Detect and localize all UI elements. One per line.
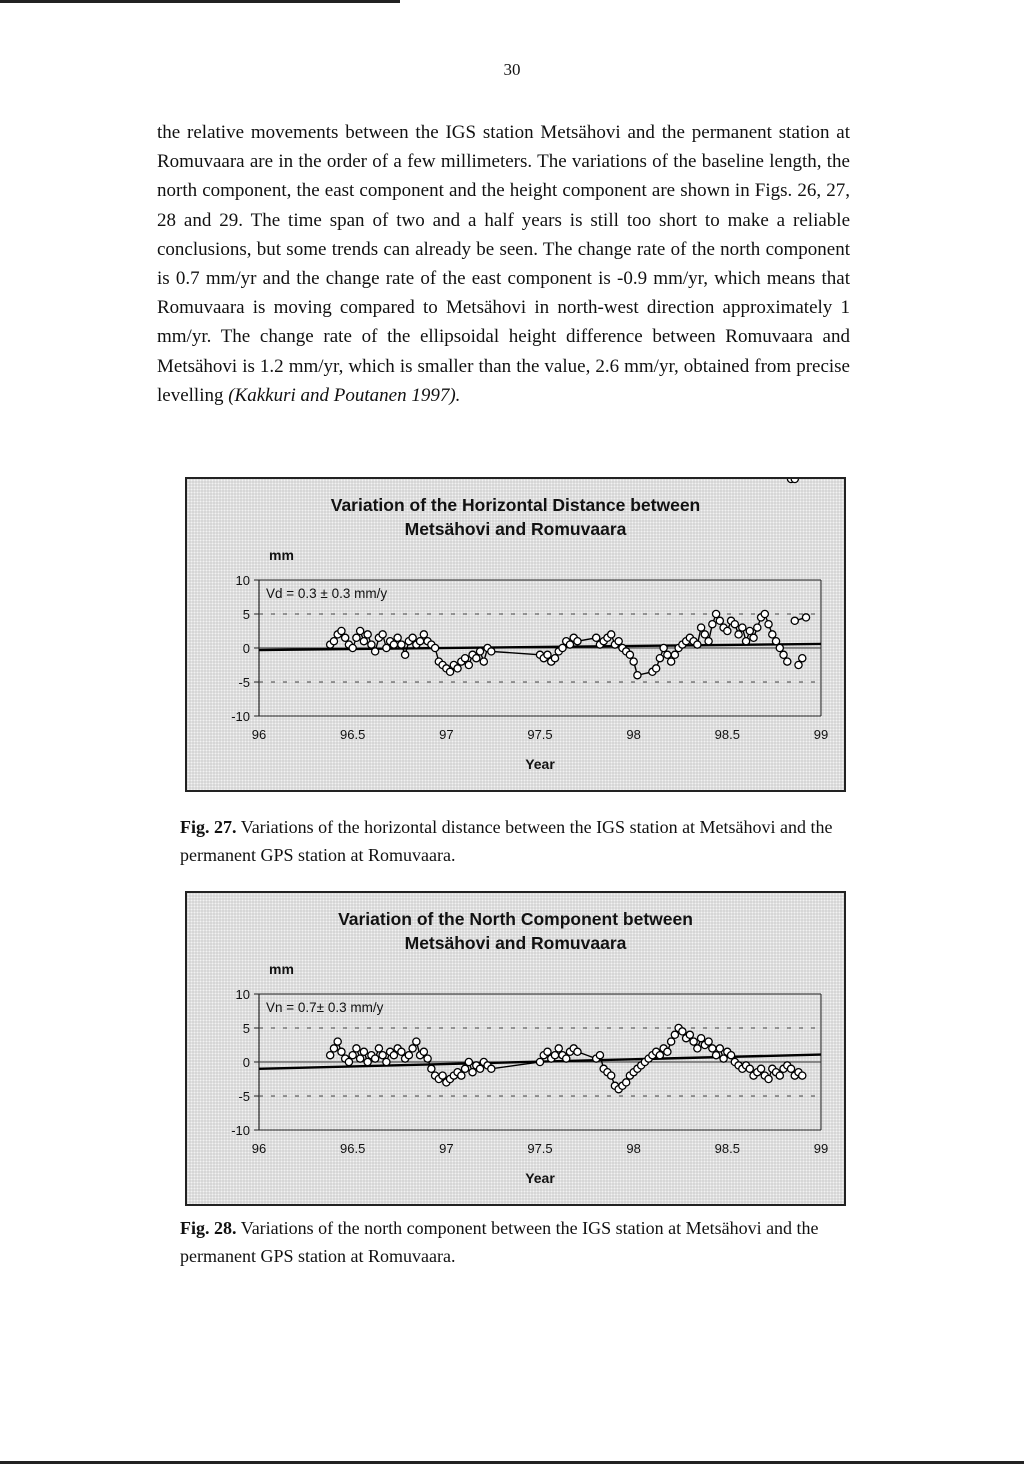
data-point — [338, 627, 345, 634]
data-point — [686, 1031, 693, 1038]
figure-label: Fig. 27. — [180, 817, 237, 837]
y-axis-label: mm — [269, 961, 294, 977]
data-point — [379, 631, 386, 638]
data-point — [349, 644, 356, 651]
data-point — [746, 1065, 753, 1072]
data-point — [372, 648, 379, 655]
data-point — [701, 631, 708, 638]
data-point — [334, 1038, 341, 1045]
data-point — [698, 1035, 705, 1042]
x-tick-label: 96 — [251, 1141, 267, 1156]
data-point — [694, 641, 701, 648]
y-tick-label: 5 — [242, 607, 250, 622]
data-point — [630, 658, 637, 665]
chart-title-line2: Metsähovi and Romuvaara — [404, 933, 627, 953]
data-point — [694, 1045, 701, 1052]
rate-annotation: Vn = 0.7± 0.3 mm/y — [266, 1000, 384, 1015]
data-point — [398, 641, 405, 648]
data-point — [761, 610, 768, 617]
data-point — [394, 634, 401, 641]
y-tick-label: 10 — [235, 573, 250, 588]
data-point — [551, 655, 558, 662]
y-tick-label: -5 — [238, 675, 250, 690]
data-point — [431, 644, 438, 651]
data-point — [480, 658, 487, 665]
figure-28-caption — [180, 1214, 850, 1270]
x-tick-label: 98 — [626, 727, 641, 742]
data-point — [409, 1045, 416, 1052]
data-point — [379, 1052, 386, 1059]
x-tick-label: 97 — [439, 1141, 454, 1156]
data-point — [446, 668, 453, 675]
data-point — [731, 621, 738, 628]
data-point — [368, 641, 375, 648]
data-point — [724, 627, 731, 634]
data-point — [390, 1052, 397, 1059]
data-point — [439, 1072, 446, 1079]
chart-plot — [187, 893, 848, 1208]
data-point — [668, 1038, 675, 1045]
data-point — [784, 658, 791, 665]
data-point — [765, 621, 772, 628]
data-point — [476, 1065, 483, 1072]
data-point — [461, 1065, 468, 1072]
data-point — [417, 638, 424, 645]
data-point — [360, 1048, 367, 1055]
data-point — [353, 634, 360, 641]
data-point — [656, 1052, 663, 1059]
y-tick-label: 5 — [242, 1021, 250, 1036]
data-point — [709, 1045, 716, 1052]
figure-caption-text: Variations of the horizontal distance between the IGS station at Metsähovi and the permanent GPS station at Romuvaara. — [180, 817, 833, 865]
data-point — [802, 614, 809, 621]
x-tick-label: 97 — [439, 727, 454, 742]
chart-title-line1: Variation of the Horizontal Distance between — [330, 495, 701, 515]
x-tick-label: 97.5 — [527, 727, 553, 742]
data-point — [720, 1055, 727, 1062]
data-point — [787, 1065, 794, 1072]
data-point — [364, 1058, 371, 1065]
data-point — [671, 1031, 678, 1038]
data-point — [705, 1038, 712, 1045]
trend-line — [259, 644, 821, 650]
data-point — [679, 1028, 686, 1035]
data-point — [656, 655, 663, 662]
data-point — [615, 638, 622, 645]
data-point — [690, 1038, 697, 1045]
data-point — [536, 1058, 543, 1065]
data-point — [791, 479, 798, 483]
data-point — [465, 661, 472, 668]
figure-28-chart — [185, 891, 846, 1206]
data-point — [409, 634, 416, 641]
data-point — [660, 644, 667, 651]
x-tick-label: 98 — [626, 1141, 641, 1156]
data-point — [488, 1065, 495, 1072]
data-point — [623, 1079, 630, 1086]
data-point — [544, 1048, 551, 1055]
y-tick-label: 10 — [235, 987, 250, 1002]
data-point — [563, 1055, 570, 1062]
data-point — [383, 1058, 390, 1065]
data-point — [476, 648, 483, 655]
x-tick-label: 98.5 — [714, 1141, 740, 1156]
data-point — [413, 1038, 420, 1045]
data-point — [551, 1052, 558, 1059]
chart-plot — [187, 479, 848, 794]
data-point — [488, 648, 495, 655]
data-point — [799, 1072, 806, 1079]
data-point — [364, 631, 371, 638]
data-point — [544, 651, 551, 658]
data-point — [428, 1065, 435, 1072]
data-point — [709, 621, 716, 628]
data-point — [795, 661, 802, 668]
data-point — [791, 617, 798, 624]
data-point — [608, 631, 615, 638]
data-point — [746, 627, 753, 634]
data-point — [559, 644, 566, 651]
y-tick-label: -10 — [231, 709, 250, 724]
data-point — [653, 665, 660, 672]
y-tick-label: 0 — [242, 641, 250, 656]
data-point — [372, 1055, 379, 1062]
page-number: 30 — [503, 60, 521, 79]
data-point — [405, 1052, 412, 1059]
data-point — [750, 634, 757, 641]
data-point — [345, 1058, 352, 1065]
data-point — [402, 651, 409, 658]
data-point — [634, 672, 641, 679]
data-point — [712, 1052, 719, 1059]
data-point — [765, 1075, 772, 1082]
citation: (Kakkuri and Poutanen 1997). — [228, 384, 461, 406]
y-tick-label: -5 — [238, 1089, 250, 1104]
data-point — [593, 634, 600, 641]
data-point — [776, 1072, 783, 1079]
y-tick-label: -10 — [231, 1123, 250, 1138]
figure-27-caption — [180, 813, 850, 869]
x-tick-label: 96 — [251, 727, 267, 742]
data-point — [454, 665, 461, 672]
data-point — [757, 1065, 764, 1072]
data-point — [338, 1048, 345, 1055]
data-point — [458, 1072, 465, 1079]
data-point — [390, 641, 397, 648]
data-point — [327, 1052, 334, 1059]
chart-title-line2: Metsähovi and Romuvaara — [404, 519, 627, 539]
body-paragraph — [157, 118, 850, 410]
data-point — [596, 1052, 603, 1059]
data-point — [769, 631, 776, 638]
data-point — [608, 1072, 615, 1079]
data-point — [353, 1045, 360, 1052]
data-point — [626, 651, 633, 658]
data-point — [664, 651, 671, 658]
data-point — [469, 1069, 476, 1076]
data-point — [555, 1045, 562, 1052]
data-point — [342, 634, 349, 641]
x-tick-label: 96.5 — [340, 727, 366, 742]
data-point — [668, 658, 675, 665]
data-point — [420, 631, 427, 638]
data-point — [698, 624, 705, 631]
data-point — [780, 651, 787, 658]
data-point — [799, 655, 806, 662]
data-point — [735, 631, 742, 638]
data-point — [461, 655, 468, 662]
data-point — [383, 644, 390, 651]
data-point — [772, 638, 779, 645]
figure-caption-text: Variations of the north component between the IGS station at Metsähovi and the permanent GPS station at Romuvaara. — [180, 1218, 819, 1266]
data-point — [360, 638, 367, 645]
data-point — [465, 1058, 472, 1065]
top-rule — [0, 0, 400, 3]
figure-label: Fig. 28. — [180, 1218, 237, 1238]
data-point — [712, 610, 719, 617]
data-point — [473, 655, 480, 662]
data-point — [357, 1055, 364, 1062]
data-point — [420, 1048, 427, 1055]
data-point — [716, 617, 723, 624]
data-point — [574, 1048, 581, 1055]
data-point — [716, 1045, 723, 1052]
x-tick-label: 97.5 — [527, 1141, 553, 1156]
data-point — [742, 638, 749, 645]
data-point — [754, 624, 761, 631]
y-axis-label: mm — [269, 547, 294, 563]
data-point — [398, 1048, 405, 1055]
x-tick-label: 99 — [813, 727, 829, 742]
y-tick-label: 0 — [242, 1055, 250, 1070]
data-point — [424, 1055, 431, 1062]
data-point — [671, 651, 678, 658]
body-text: the relative movements between the IGS station Metsähovi and the permanent station at Romuvaara are in the order of a few millimeters. The variations of the baseline length, the north component, the east component and the height component are shown in Figs. 26, 27, 28 and 29. The time span of two and a half years is still too short to make a reliable conclusions, but some trends can already be seen. The change rate of the north component is 0.7 mm/yr and the change rate of the east component is -0.9 mm/yr, which means that Romuvaara is moving compared to Metsähovi in north-west direction approximately 1 mm/yr. The change rate of the ellipsoidal height difference between Romuvaara and Metsähovi is 1.2 mm/yr, which is smaller than the value, 2.6 mm/yr, obtained from precise levelling — [157, 122, 850, 406]
x-axis-label: Year — [525, 756, 555, 772]
x-tick-label: 99 — [813, 1141, 829, 1156]
data-point — [330, 1045, 337, 1052]
data-point — [727, 1052, 734, 1059]
data-point — [664, 1048, 671, 1055]
data-point — [776, 644, 783, 651]
data-point — [739, 624, 746, 631]
data-point — [349, 1052, 356, 1059]
data-point — [566, 641, 573, 648]
x-tick-label: 96.5 — [340, 1141, 366, 1156]
data-point — [705, 638, 712, 645]
x-axis-label: Year — [525, 1170, 555, 1186]
chart-title-line1: Variation of the North Component between — [338, 909, 693, 929]
data-point — [375, 1045, 382, 1052]
figure-27-chart — [185, 477, 846, 792]
data-point — [357, 627, 364, 634]
data-point — [330, 638, 337, 645]
data-point — [574, 638, 581, 645]
rate-annotation: Vd = 0.3 ± 0.3 mm/y — [266, 586, 388, 601]
x-tick-label: 98.5 — [714, 727, 740, 742]
